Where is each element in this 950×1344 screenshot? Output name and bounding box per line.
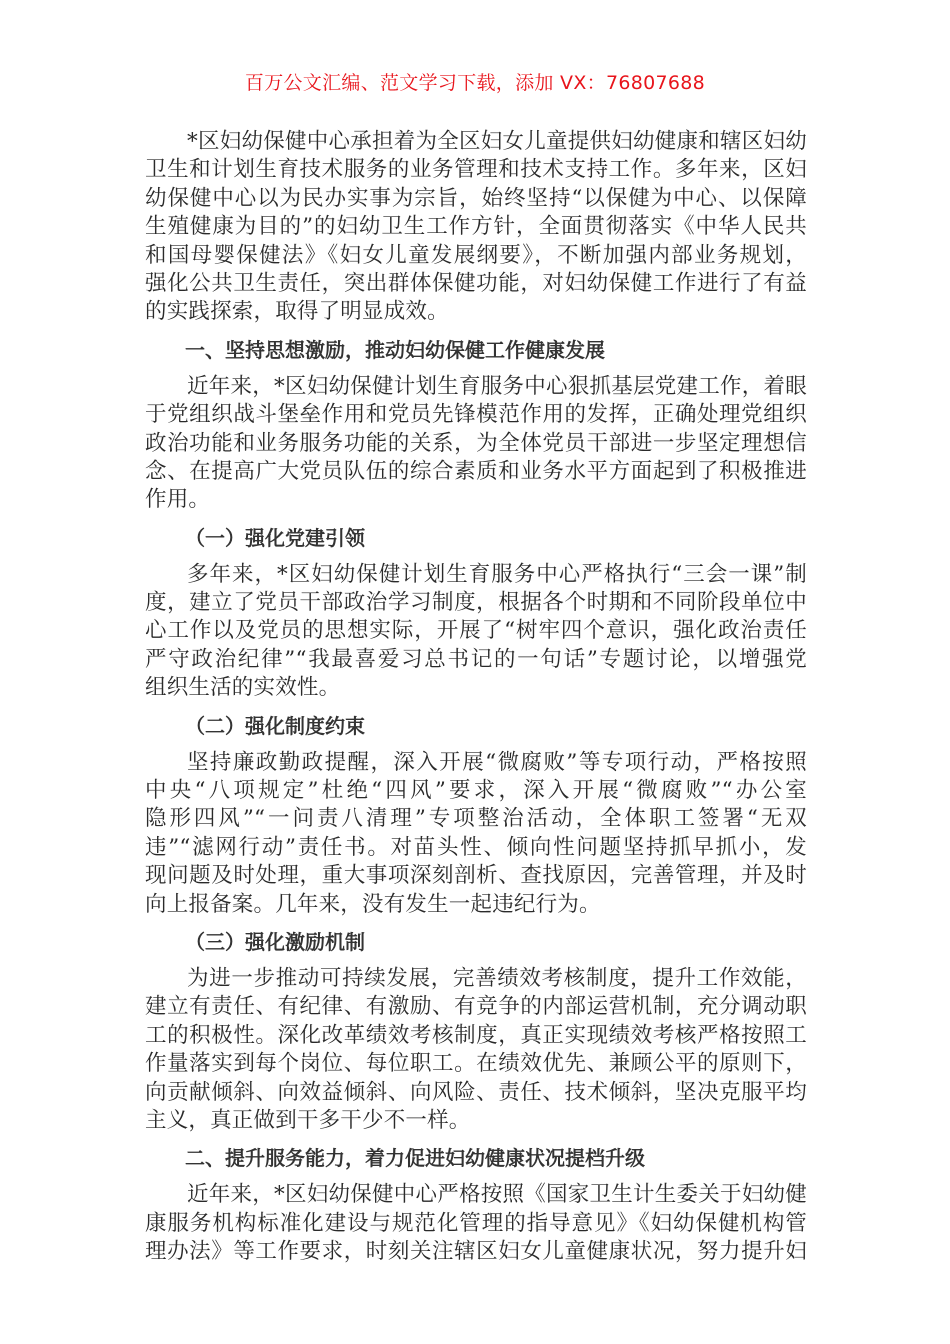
subsection-2-heading: （二）强化制度约束: [185, 713, 365, 738]
text-line: 严守政治纪律”“我最喜爱习总书记的一句话”专题讨论，以增强党: [145, 646, 807, 672]
subsection-3-heading: （三）强化激励机制: [185, 929, 365, 954]
text-line: 建立有责任、有纪律、有激励、有竞争的内部运营机制，充分调动职: [145, 994, 807, 1020]
text-line: *区妇幼保健中心承担着为全区妇女儿童提供妇幼健康和辖区妇幼: [187, 129, 807, 154]
intro-paragraph: [145, 128, 807, 327]
text-line: 卫生和计划生育技术服务的业务管理和技术支持工作。多年来，区妇: [145, 157, 807, 183]
document-body: [145, 128, 807, 1267]
text-line: 的实践探索，取得了明显成效。: [145, 299, 449, 325]
text-line: 工的积极性。深化改革绩效考核制度，真正实现绩效考核严格按照工: [145, 1022, 807, 1048]
text-line: 向上报备案。几年来，没有发生一起违纪行为。: [145, 891, 601, 917]
text-line: 生殖健康为目的”的妇幼卫生工作方针，全面贯彻落实《中华人民共: [145, 214, 807, 240]
subsection-3-paragraph: [145, 965, 807, 1135]
text-line: 理办法》等工作要求，时刻关注辖区妇女儿童健康状况，努力提升妇: [145, 1239, 807, 1265]
text-line: 坚持廉政勤政提醒，深入开展“微腐败”等专项行动，严格按照: [187, 749, 807, 775]
subsection-2-paragraph: [145, 749, 807, 919]
text-line: 主义，真正做到干多干少不一样。: [145, 1107, 471, 1133]
text-line: 向贡献倾斜、向效益倾斜、向风险、责任、技术倾斜，坚决克服平均: [145, 1079, 807, 1105]
text-line: 心工作以及党员的思想实际，开展了“树牢四个意识，强化政治责任: [145, 618, 807, 644]
text-line: 作量落实到每个岗位、每位职工。在绩效优先、兼顾公平的原则下，: [145, 1051, 807, 1077]
text-line: 康服务机构标准化建设与规范化管理的指导意见》《妇幼保健机构管: [145, 1210, 807, 1236]
text-line: 多年来，*区妇幼保健计划生育服务中心严格执行“三会一课”制: [187, 561, 807, 587]
text-line: 近年来，*区妇幼保健中心严格按照《国家卫生计生委关于妇幼健: [187, 1182, 807, 1208]
text-line: 念、在提高广大党员队伍的综合素质和业务水平方面起到了积极推进: [145, 458, 807, 484]
watermark-banner: 百万公文汇编、范文学习下载，添加 VX：76807688: [244, 72, 706, 94]
text-line: 组织生活的实效性。: [145, 675, 341, 701]
section-2-paragraph: [145, 1181, 807, 1266]
section-1-paragraph: [145, 373, 807, 515]
text-line: 度，建立了党员干部政治学习制度，根据各个时期和不同阶段单位中: [145, 590, 807, 616]
section-1-heading: 一、坚持思想激励，推动妇幼保健工作健康发展: [185, 337, 605, 362]
text-line: 隐形四风”“一问责八清理”专项整治活动，全体职工签署“无双: [145, 806, 807, 832]
subsection-1-heading: （一）强化党建引领: [185, 525, 365, 550]
text-line: 幼保健中心以为民办实事为宗旨，始终坚持“以保健为中心、以保障: [145, 185, 807, 211]
text-line: 政治功能和业务服务功能的关系，为全体党员干部进一步坚定理想信: [145, 430, 807, 456]
section-2-heading: 二、提升服务能力，着力促进妇幼健康状况提档升级: [185, 1146, 645, 1171]
text-line: 现问题及时处理，重大事项深刻剖析、查找原因，完善管理，并及时: [145, 863, 807, 889]
text-line: 作用。: [145, 487, 211, 513]
text-line: 于党组织战斗堡垒作用和党员先锋模范作用的发挥，正确处理党组织: [145, 402, 807, 428]
subsection-1-paragraph: [145, 561, 807, 703]
text-line: 违”“滤网行动”责任书。对苗头性、倾向性问题坚持抓早抓小，发: [145, 834, 807, 860]
text-line: 中央“八项规定”杜绝“四风”要求，深入开展“微腐败”“办公室: [145, 778, 807, 804]
text-line: 为进一步推动可持续发展，完善绩效考核制度，提升工作效能，: [187, 965, 807, 991]
text-line: 强化公共卫生责任，突出群体保健功能，对妇幼保健工作进行了有益: [145, 270, 807, 296]
text-line: 近年来，*区妇幼保健计划生育服务中心狠抓基层党建工作，着眼: [187, 373, 807, 399]
text-line: 和国母婴保健法》《妇女儿童发展纲要》，不断加强内部业务规划，: [145, 242, 807, 268]
